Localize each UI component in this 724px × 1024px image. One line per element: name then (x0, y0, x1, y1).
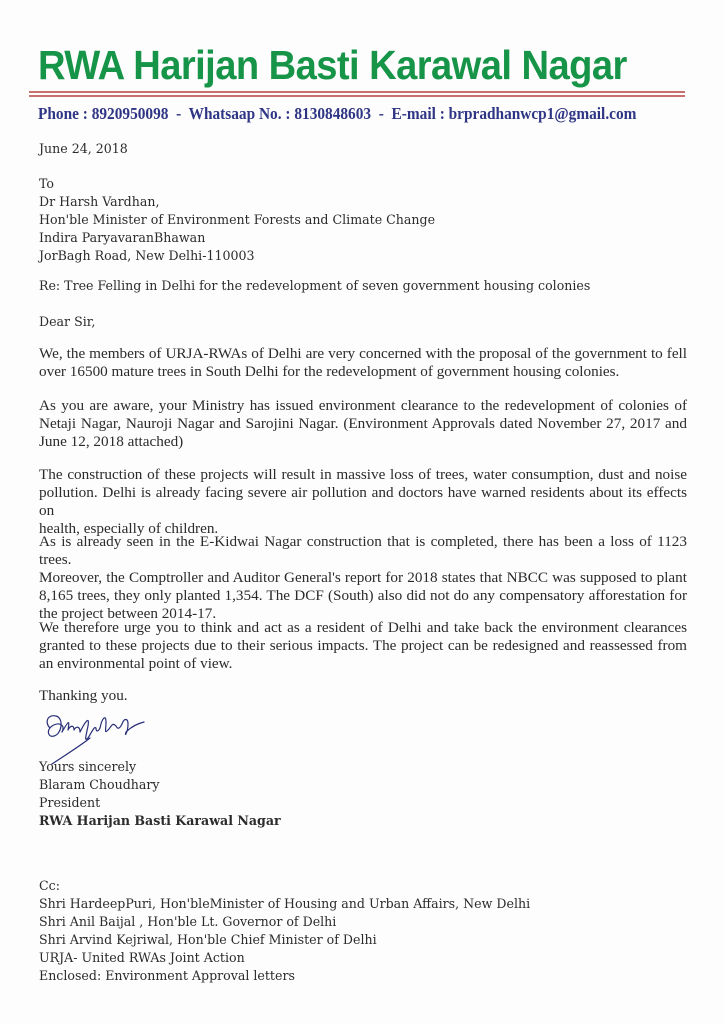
paragraph-line: pollution. Delhi is already facing severe air pollution and doctors have warned residents about its effects on (39, 484, 687, 519)
recipient-designation: Hon'ble Minister of Environment Forests and Climate Change (39, 212, 436, 227)
paragraph-1 (39, 345, 687, 381)
paragraph-line: Netaji Nagar, Nauroji Nagar and Sarojini Nagar. (Environment Approvals dated November 27, 2017 and (39, 415, 687, 432)
cc-item: Shri Arvind Kejriwal, Hon'ble Chief Minister of Delhi (39, 932, 377, 947)
letterhead-title: RWA Harijan Basti Karawal Nagar (38, 42, 627, 88)
cc-item: URJA- United RWAs Joint Action (39, 950, 245, 965)
closing: Yours sincerely (39, 759, 137, 774)
signer-title: President (39, 795, 101, 810)
recipient-address-line1: Indira ParyavaranBhawan (39, 230, 206, 245)
paragraph-line: We, the members of URJA-RWAs of Delhi are very concerned with the proposal of the government to fell (39, 345, 687, 362)
enclosed-note: Enclosed: Environment Approval letters (39, 968, 295, 983)
email-label: E-mail : (391, 104, 449, 123)
paragraph-line: the project between 2014-17. (39, 605, 217, 622)
cc-label: Cc: (39, 878, 60, 893)
paragraph-line: over 16500 mature trees in South Delhi for the redevelopment of government housing colonies. (39, 363, 620, 380)
paragraph-line: June 12, 2018 attached) (39, 433, 184, 450)
signature-block (39, 758, 687, 830)
paragraph-line: As you are aware, your Ministry has issued environment clearance to the redevelopment of colonies of (39, 397, 687, 414)
paragraph-3 (39, 466, 687, 538)
letterhead-rule-bottom (29, 95, 685, 97)
paragraph-line: We therefore urge you to think and act as a resident of Delhi and take back the environment clearances (39, 619, 687, 636)
email-address: brpradhanwcp1@gmail.com (448, 104, 637, 123)
paragraph-5 (39, 619, 687, 673)
phone-label: Phone : (38, 104, 92, 123)
paragraph-line: granted to these projects due to their serious impacts. The project can be redesigned and reassessed from (39, 637, 687, 654)
signer-org: RWA Harijan Basti Karawal Nagar (39, 813, 281, 828)
signer-name: Blaram Choudhary (39, 777, 160, 792)
letterhead-contact-line: Phone : 8920950098 - Whatsaap No. : 8130848603 - E-mail : brpradhanwcp1@gmail.com (38, 104, 637, 123)
paragraph-line: 8,165 trees, they only planted 1,354. The DCF (South) also did not do any compensatory afforestation for (39, 587, 687, 604)
whatsapp-number: 8130848603 (294, 104, 372, 123)
paragraph-line: health, especially of children. (39, 520, 219, 537)
salutation: Dear Sir, (39, 314, 96, 329)
paragraph-line: As is already seen in the E-Kidwai Nagar construction that is completed, there has been a loss of 1123 trees. (39, 533, 687, 568)
paragraph-line: Moreover, the Comptroller and Auditor General's report for 2018 states that NBCC was supposed to plant (39, 569, 687, 586)
recipient-name: Dr Harsh Vardhan, (39, 194, 160, 209)
letterhead-rule-top (29, 91, 685, 93)
cc-block (39, 877, 687, 985)
cc-item: Shri Anil Baijal , Hon'ble Lt. Governor of Delhi (39, 914, 337, 929)
to-label: To (39, 176, 55, 191)
letter-date: June 24, 2018 (39, 141, 128, 156)
phone-number: 8920950098 (91, 104, 169, 123)
recipient-address-line2: JorBagh Road, New Delhi-110003 (39, 248, 255, 263)
paragraph-line: The construction of these projects will result in massive loss of trees, water consumption, dust and noise (39, 466, 687, 483)
cc-item: Shri HardeepPuri, Hon'bleMinister of Housing and Urban Affairs, New Delhi (39, 896, 531, 911)
paragraph-line: an environmental point of view. (39, 655, 233, 672)
closing-thanks: Thanking you. (39, 687, 128, 704)
paragraph-2 (39, 397, 687, 451)
recipient-block (39, 175, 687, 265)
whatsapp-label: Whatsaap No. : (188, 104, 295, 123)
paragraph-4 (39, 533, 687, 623)
subject-line: Re: Tree Felling in Delhi for the redevelopment of seven government housing colonies (39, 278, 591, 293)
